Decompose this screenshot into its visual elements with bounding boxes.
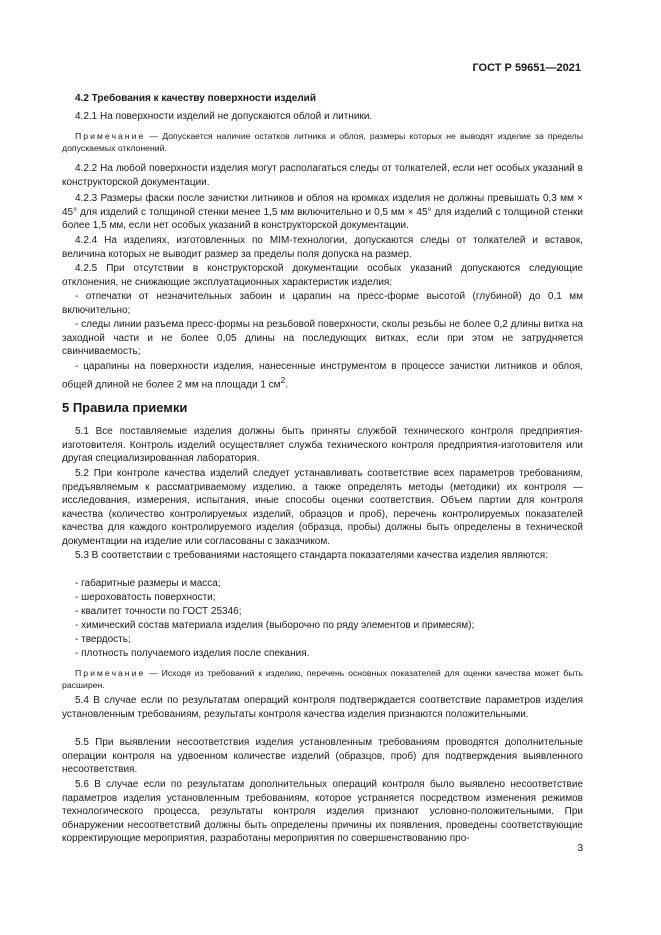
list-item-4-2-5-c [62, 360, 583, 392]
note-label: Примечание [75, 131, 146, 141]
paragraph-5-4: 5.4 В случае если по результатам операций контроля подтверждается соответствие параметров изделия установленным требованиям, результаты контроля качества изделия признаются положительными. [62, 695, 583, 720]
paragraph-5-5: 5.5 При выявлении несоответствия изделия установленным требованиям проводятся дополнительные операции контроля на удвоенном количестве изделий (образцов, проб) для подтверждения выявленного несоответствия. [62, 737, 583, 776]
note-label: Примечание [75, 668, 146, 678]
section-4-2-heading: 4.2 Требования к качеству поверхности изделий [75, 93, 316, 104]
paragraph-4-2-3: 4.2.3 Размеры фаски после зачистки литников и облоя на кромках изделия не должны превышать 0,3 мм × 45° для изделий с толщиной стенки менее 1,5 мм включительно и 0,5 мм × 45° для изделий с толщиной стенки более 1,5 мм, если нет особых указаний в конструкторской документации. [62, 193, 583, 232]
list-item-end: . [285, 378, 288, 390]
list-item: - плотность получаемого изделия после спекания. [75, 648, 310, 659]
note-text: — Допускается наличие остатков литника и облоя, размеры которых не выводят изделие за пределы допускаемых отклонений. [62, 131, 583, 153]
list-item-text: - царапины на поверхности изделия, нанесенные инструментом в процессе зачистки литников и облоя, общей длиной не более 2 мм на площади 1 см [62, 361, 583, 390]
list-item: - квалитет точности по ГОСТ 25346; [75, 606, 242, 617]
note-text: — Исходя из требований к изделию, перечень основных показателей для оценки качества может быть расширен. [62, 668, 583, 690]
list-item: - химический состав материала изделия (выборочно по ряду элементов и примесям); [75, 620, 475, 631]
paragraph-5-3: 5.3 В соответствии с требованиями настоящего стандарта показателями качества изделия являются: [75, 550, 548, 561]
note-5-3 [62, 667, 583, 691]
paragraph-4-2-2: 4.2.2 На любой поверхности изделия могут располагаться следы от толкателей, если нет особых указаний в конструкторской документации. [62, 163, 583, 188]
list-item: - шероховатость поверхности; [75, 592, 216, 603]
list-item-4-2-5-b: - следы линии разъема пресс-формы на резьбовой поверхности, сколы резьбы не более 0,2 длины витка на заходной части и не более 0,05 длины на последующих витках, если при этом не затрудняется свинчиваемость; [62, 319, 583, 358]
paragraph-4-2-5: 4.2.5 При отсутствии в конструкторской документации особых указаний допускаются следующие отклонения, не снижающие эксплуатационных характеристик изделия: [62, 263, 583, 288]
superscript: 2 [280, 374, 286, 385]
paragraph-5-1: 5.1 Все поставляемые изделия должны быть приняты службой технического контроля предприятия-изготовителя. Контроль изделий осуществляет служба технического контроля предприятия-изготовителя или другая специализированная лаборатория. [62, 426, 583, 465]
paragraph-5-2: 5.2 При контроле качества изделий следует устанавливать соответствие всех параметров требованиям, предъявляемым к рассматриваемому изделию, а также определять методы (методики) их контроля — исследования, измерения, испытания, иные способы оценки соответствия. Объем партии для контроля качества (количество контролируемых изделий, образцов и проб), перечень контролируемых показателей качества для каждого контролируемого изделия (образца, пробы) должны быть определены в технической документации на изделие или согласованы с заказчиком. [62, 468, 583, 547]
list-item: - твердость; [75, 634, 131, 645]
paragraph-5-6: 5.6 В случае если по результатам дополнительных операций контроля было выявлено несоответствие параметров изделия установленным требованиям, которое устраняется посредством изменения режимов технологического процесса, результаты контроля изделия признают условно-положительными. При обнаружении несоответствий должны быть определены причины их появления, проведены соответствующие корректирующие мероприятия, разработаны мероприятия по совершенствованию про- [62, 779, 583, 845]
section-5-heading: 5 Правила приемки [62, 400, 188, 415]
paragraph-4-2-1: 4.2.1 На поверхности изделий не допускаются облой и литники. [75, 111, 373, 122]
note-4-2 [62, 130, 583, 154]
list-item: - габаритные размеры и масса; [75, 578, 221, 589]
paragraph-4-2-4: 4.2.4 На изделиях, изготовленных по MIM-технологии, допускаются следы от толкателей и вставок, величина которых не выводит размер за пределы поля допуска на размер. [62, 235, 583, 260]
page-number: 3 [577, 843, 583, 854]
document-header: ГОСТ Р 59651—2021 [472, 62, 581, 74]
list-item-4-2-5-a: - отпечатки от незначительных забоин и царапин на пресс-форме высотой (глубиной) до 0,1 мм включительно; [62, 291, 583, 316]
